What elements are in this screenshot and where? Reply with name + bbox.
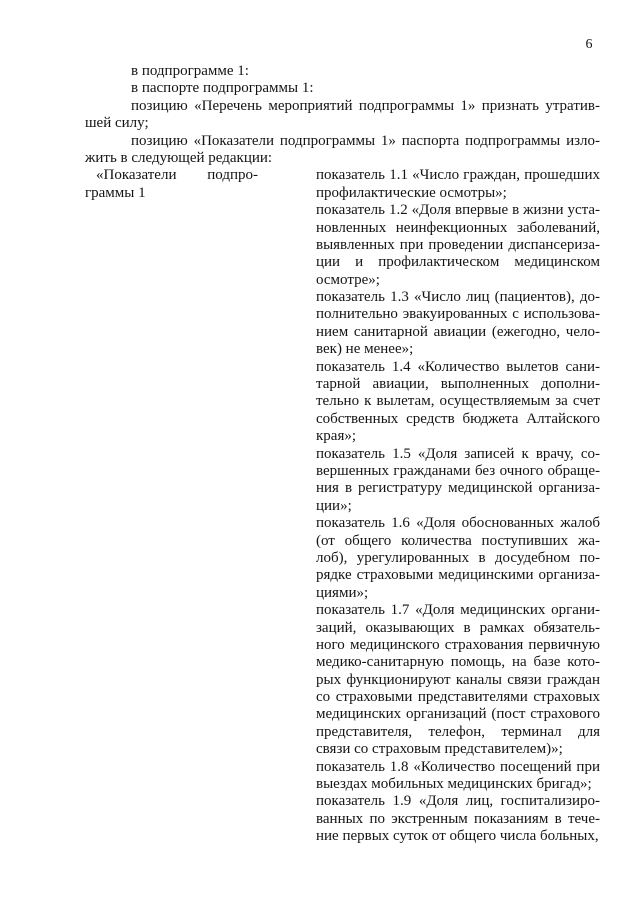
indicator-line: показатель 1.6 «Доля обоснованных жалоб — [316, 515, 600, 532]
intro-paragraph — [85, 133, 600, 168]
intro-paragraph — [85, 80, 600, 97]
intro-line: в паспорте подпрограммы 1: — [131, 80, 314, 97]
indicator-line: ния в регистратуру медицинской организа- — [316, 480, 600, 497]
indicator-line: ции»; — [316, 497, 352, 514]
indicator-line: циями»; — [316, 584, 369, 601]
indicator-line: рых функционируют каналы связи граждан — [316, 671, 600, 688]
indicator-line: заций, оказывающих в рамках обязатель- — [316, 619, 600, 636]
indicator-line: (от общего количества поступивших жа- — [316, 532, 600, 549]
indicator-line: медицинских организаций (пост страхового — [316, 706, 600, 723]
intro-paragraph — [85, 98, 600, 133]
intro-line: позицию «Показатели подпрограммы 1» паспорта подпрограммы изло- — [131, 132, 600, 149]
indicator-line: осмотре»; — [316, 271, 380, 288]
indicator-line: тельно к вылетам, осуществляемым за счет — [316, 393, 600, 410]
indicator-line: собственных средств бюджета Алтайского — [316, 410, 600, 427]
indicator-line: профилактические осмотры»; — [316, 184, 507, 201]
indicator-line: полнительно эвакуированных с использова- — [316, 306, 600, 323]
indicator-line: показатель 1.8 «Количество посещений при — [316, 758, 600, 775]
label-line: «Показатели подпро- — [96, 167, 258, 184]
indicator-line: тарной авиации, выполненных дополни- — [316, 376, 600, 393]
indicator-line: медико-санитарную помощь, на базе кото- — [316, 654, 600, 671]
indicator-line: показатель 1.4 «Количество вылетов сани- — [316, 358, 600, 375]
indicator-line: выявленных при проведении диспансериза- — [316, 236, 600, 253]
indicator-line: рядке страховыми медицинскими организа- — [316, 567, 600, 584]
indicator-line: края»; — [316, 428, 357, 445]
indicator-line: выездах мобильных медицинских бригад»; — [316, 776, 592, 793]
intro-paragraph — [85, 63, 600, 80]
indicator-line: ного медицинского страхования первичную — [316, 636, 600, 653]
indicator-line: показатель 1.3 «Число лиц (пациентов), до- — [316, 289, 600, 306]
indicator-item — [316, 167, 600, 202]
indicator-item — [316, 289, 600, 359]
indicator-item — [316, 359, 600, 446]
indicator-line: новленных неинфекционных заболеваний, — [316, 219, 600, 236]
indicator-item — [316, 446, 600, 516]
intro-line: позицию «Перечень мероприятий подпрограммы 1» признать утратив- — [131, 97, 600, 114]
indicators-table — [85, 167, 600, 845]
intro-line: жить в следующей редакции: — [85, 149, 273, 166]
indicator-item — [316, 602, 600, 759]
table-cell-label — [85, 167, 316, 202]
indicator-line: показатель 1.7 «Доля медицинских органи- — [316, 602, 600, 619]
indicator-item — [316, 202, 600, 289]
indicator-line: нием санитарной авиации (ежегодно, чело- — [316, 323, 600, 340]
label-line: граммы 1 — [85, 184, 146, 201]
indicator-line: показатель 1.1 «Число граждан, прошедших — [316, 167, 600, 184]
indicator-item — [316, 759, 600, 794]
intro-line: шей силу; — [85, 115, 149, 132]
indicator-line: показатель 1.2 «Доля впервые в жизни уста- — [316, 202, 600, 219]
indicator-line: со страховыми представителями страховых — [316, 689, 600, 706]
indicator-line: лоб), урегулированных в досудебном по- — [316, 549, 600, 566]
indicator-line: вершенных гражданами без очного обраще- — [316, 462, 600, 479]
indicator-line: показатель 1.9 «Доля лиц, госпитализиро- — [316, 793, 600, 810]
indicator-line: связи со страховым представителем)»; — [316, 741, 563, 758]
indicator-line: ние первых суток от общего числа больных, — [316, 828, 599, 845]
intro-section — [85, 63, 600, 167]
indicator-line: ции и профилактическом медицинском — [316, 254, 600, 271]
indicator-item — [316, 515, 600, 602]
indicator-item — [316, 793, 600, 845]
intro-line: в подпрограмме 1: — [131, 63, 249, 79]
indicator-line: представителя, телефон, терминал для — [316, 723, 600, 740]
indicator-line: ванных по экстренным показаниям в тече- — [316, 810, 600, 827]
page-number: 6 — [585, 37, 593, 52]
document-body — [85, 63, 600, 846]
indicator-line: показатель 1.5 «Доля записей к врачу, со- — [316, 445, 600, 462]
table-cell-indicators — [316, 167, 600, 845]
indicator-line: век) не менее»; — [316, 341, 414, 358]
